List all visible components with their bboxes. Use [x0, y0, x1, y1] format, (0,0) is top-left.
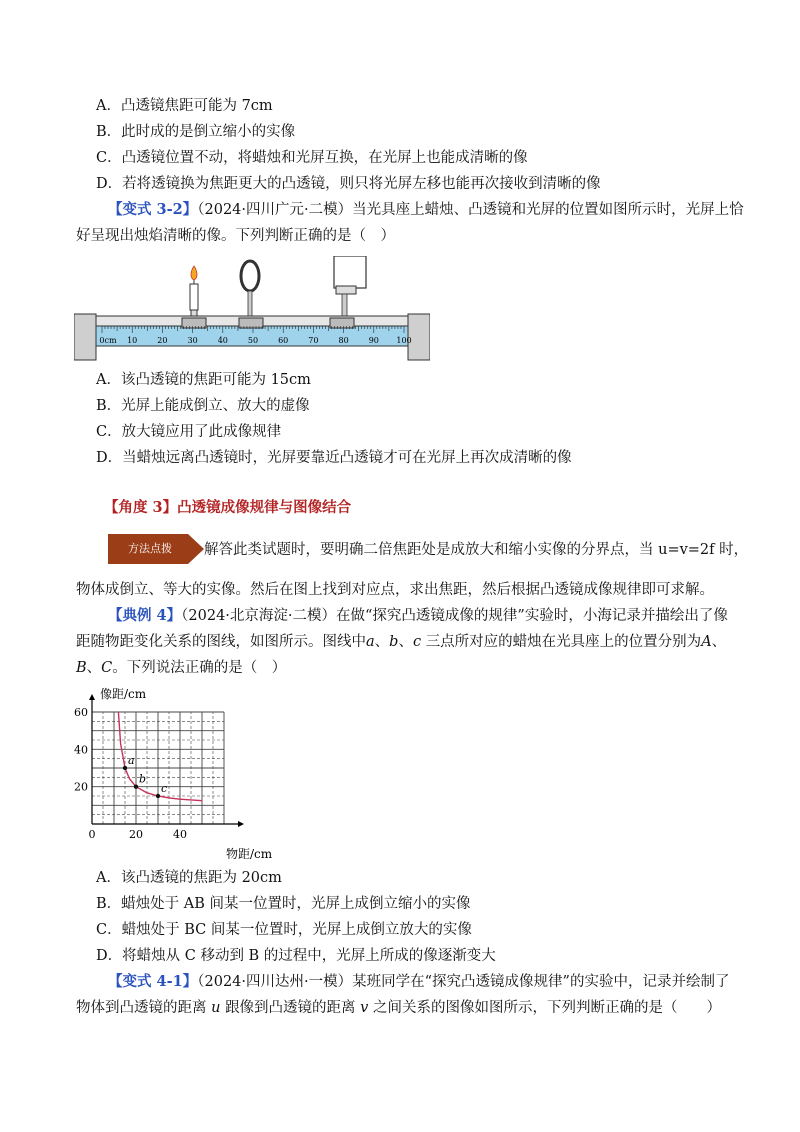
optical-bench-figure [74, 256, 430, 364]
bench-tick-label: 100 [396, 336, 412, 345]
example-4-stem-cont: 距随物距变化关系的图线，如图所示。图线中a、b、c 三点所对应的蜡烛在光具座上的位置分别为A、 [76, 634, 727, 650]
question-text: 。下列说法正确的是（ ） [112, 660, 287, 676]
method-text-cont: 物体成倒立、等大的实像。然后在图上找到对应点，求出焦距，然后根据凸透镜成像规律即可求解。 [76, 582, 714, 598]
x-axis-arrow [238, 821, 244, 827]
option-d: D．若将透镜换为焦距更大的凸透镜，则只将光屏左移也能再次接收到清晰的像 [96, 176, 601, 192]
y-tick-label: 40 [74, 743, 88, 757]
bench-tick-label: 70 [308, 336, 319, 345]
chart-xlabel: 物距/cm [226, 847, 273, 861]
question-source: （2024·北京海淀·二模） [181, 608, 337, 624]
y-axis-arrow [89, 694, 95, 700]
bench-tick-label: 90 [368, 336, 379, 345]
x-tick-label: 0 [88, 828, 96, 841]
chart-tick-labels [74, 706, 187, 841]
method-tip-label: 方法点拨 [128, 542, 172, 555]
chart-point-c [156, 794, 160, 798]
option-b: B．此时成的是倒立缩小的实像 [96, 124, 296, 140]
example-4-stem-cont2: B、C。下列说法正确的是（ ） [76, 660, 287, 676]
chart-axes [89, 694, 244, 827]
variant-tag: 【变式 3-2】 [108, 201, 198, 218]
variant-tag: 【变式 4-1】 [108, 973, 198, 990]
y-tick-label: 20 [74, 780, 88, 794]
bench-tick-label: 50 [247, 336, 259, 345]
method-tip-badge [108, 532, 204, 566]
x-tick-label: 20 [129, 828, 143, 841]
chart-grid [92, 712, 224, 824]
option-c: C．凸透镜位置不动，将蜡烛和光屏互换，在光屏上也能成清晰的像 [96, 150, 528, 166]
screen-icon [334, 256, 366, 318]
question-text: 当光具座上蜡烛、凸透镜和光屏的位置如图所示时，光屏上恰 [352, 202, 744, 218]
bench-tick-label: 0cm [99, 336, 117, 345]
bench-tick-label: 20 [157, 336, 168, 345]
variant-3-2-stem [108, 200, 744, 220]
image-distance-chart [70, 684, 280, 864]
chart-point-b [134, 784, 138, 788]
example-4-stem [108, 606, 728, 626]
question-text: 物体到凸透镜的距离 [76, 1000, 207, 1016]
question-text: 三点所对应的蜡烛在光具座上的位置分别为 [425, 634, 702, 650]
question-text: 某班同学在“探究凸透镜成像规律”的实验中，记录并绘制了 [352, 974, 730, 990]
candle-icon [190, 266, 198, 320]
symbol-u: u [211, 1000, 221, 1016]
bench-tick-label: 10 [127, 336, 138, 345]
variant-4-1-stem-cont [76, 998, 721, 1018]
option-d: D．将蜡烛从 C 移动到 B 的过程中，光屏上所成的像逐渐变大 [96, 948, 496, 964]
variant-3-2-stem-cont: 好呈现出烛焰清晰的像。下列判断正确的是（ ） [76, 228, 395, 244]
bench-tick-label: 60 [278, 336, 289, 345]
option-a: A．凸透镜焦距可能为 7cm [96, 98, 273, 114]
bench-tick-label: 40 [217, 336, 228, 345]
question-source: （2024·四川广元·二模） [197, 202, 353, 218]
option-b: B．光屏上能成倒立、放大的虚像 [96, 398, 310, 414]
section-heading: 【角度 3】凸透镜成像规律与图像结合 [104, 499, 352, 516]
chart-point-a [123, 766, 127, 770]
chart-point-label: a [128, 754, 135, 767]
bench-tick-label: 30 [187, 336, 198, 345]
option-a: A．该凸透镜的焦距为 20cm [96, 870, 282, 886]
option-a: A．该凸透镜的焦距可能为 15cm [96, 372, 311, 388]
lens-icon [241, 261, 259, 317]
question-source: （2024·四川达州·一模） [197, 974, 353, 990]
question-text: 在做“探究凸透镜成像的规律”实验时，小海记录并描绘出了像 [336, 608, 728, 624]
option-c: C．放大镜应用了此成像规律 [96, 424, 282, 440]
option-b: B．蜡烛处于 AB 间某一位置时，光屏上成倒立缩小的实像 [96, 896, 471, 912]
chart-point-label: c [161, 782, 168, 795]
option-d: D．当蜡烛远离凸透镜时，光屏要靠近凸透镜才可在光屏上再次成清晰的像 [96, 450, 572, 466]
question-text: 距随物距变化关系的图线，如图所示。图线中 [76, 634, 366, 650]
question-text: 之间关系的图像如图所示，下列判断正确的是（ ） [372, 1000, 721, 1016]
variant-4-1-stem [108, 972, 729, 992]
symbol-v: v [360, 1000, 369, 1016]
chart-point-label: b [139, 772, 147, 786]
example-tag: 【典例 4】 [108, 607, 182, 624]
y-tick-label: 60 [74, 706, 88, 719]
question-text: 跟像到凸透镜的距离 [225, 1000, 356, 1016]
chart-ylabel: 像距/cm [100, 687, 147, 701]
method-text: 解答此类试题时，要明确二倍焦距处是成放大和缩小实像的分界点，当 u=v=2f 时， [204, 542, 749, 558]
x-tick-label: 40 [173, 828, 187, 841]
option-c: C．蜡烛处于 BC 间某一位置时，光屏上成倒立放大的实像 [96, 922, 472, 938]
bench-tick-label: 80 [338, 336, 349, 345]
